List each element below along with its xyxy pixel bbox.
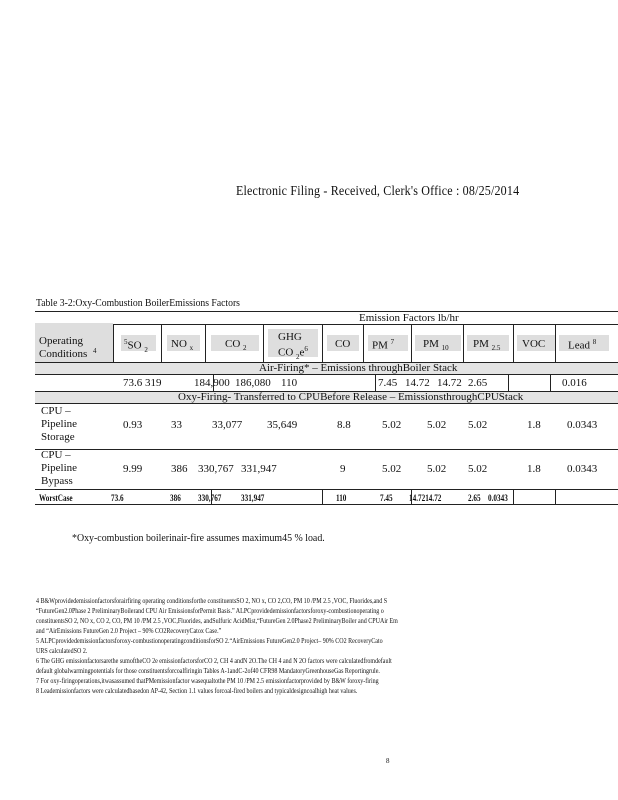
bypass-so2: 9.99 xyxy=(123,463,143,475)
storage-so2: 0.93 xyxy=(123,419,143,431)
storage-voc: 1.8 xyxy=(527,419,541,431)
wc-so2: 73.6 xyxy=(111,493,124,503)
cpu-storage-label: CPU – Pipeline Storage xyxy=(41,405,78,443)
vrule-air-c xyxy=(508,375,509,391)
rule-top xyxy=(35,311,618,312)
vrule-6 xyxy=(363,324,364,362)
storage-co2: 33,077 xyxy=(212,419,243,431)
bypass-voc: 1.8 xyxy=(527,463,541,475)
storage-co: 8.8 xyxy=(337,419,351,431)
table-caption: Table 3-2:Oxy-Combustion BoilerEmissions Factors xyxy=(36,297,240,309)
storage-nox: 33 xyxy=(171,419,182,431)
bypass-co: 9 xyxy=(340,463,346,475)
bypass-co2: 330,767 xyxy=(198,463,234,475)
footnote-line: URS calculatedSO 2. xyxy=(36,647,88,655)
vrule-1 xyxy=(113,324,114,362)
bypass-nox: 386 xyxy=(171,463,188,475)
oxy-note: *Oxy-combustion boilerinair-fire assumes maximum45 % load. xyxy=(72,532,325,544)
cpu-bypass-label: CPU – Pipeline Bypass xyxy=(41,449,78,487)
nox-header: NO $_x$ xyxy=(171,338,194,353)
air-firing-band: Air-Firing* – Emissions throughBoiler Stack xyxy=(259,362,458,374)
storage-pm10: 5.02 xyxy=(427,419,447,431)
rule-group xyxy=(113,324,618,325)
storage-pm: 5.02 xyxy=(382,419,402,431)
footnote-line: and “AirEmissions FutureGen 2.0 Project – 90% CO2RecoveryCatox Case.” xyxy=(36,627,222,635)
storage-ghg: 35,649 xyxy=(267,419,298,431)
rule-storage xyxy=(35,449,618,450)
page-number: 8 xyxy=(386,757,390,765)
wc-nox: 386 xyxy=(170,493,181,503)
bypass-pm25: 5.02 xyxy=(468,463,488,475)
bypass-pm: 5.02 xyxy=(382,463,402,475)
pm-header: PM $^7$ xyxy=(372,338,395,352)
footnote-line: 6 The GHG emissionfactorsarethe sumoftheCO 2e emissionfactorsforCO 2, CH 4 andN 2O.The CH 4 and N 2O factors were calculatedfromdefault xyxy=(36,657,392,665)
air-voc: 2.65 xyxy=(468,377,488,389)
bypass-lead: 0.0343 xyxy=(567,463,598,475)
vrule-wc-b xyxy=(322,490,323,504)
vrule-5 xyxy=(322,324,323,362)
air-co2: 184,900 xyxy=(194,377,230,389)
voc-header: VOC xyxy=(522,338,546,350)
oxy-firing-band: Oxy-Firing- Transferred to CPUBefore Release – EmissionsthroughCPUStack xyxy=(178,391,524,403)
filing-stamp: Electronic Filing - Received, Clerk's Office : 08/25/2014 xyxy=(236,184,520,199)
footnote-line: 5 ALPCprovidedemissionfactorsforoxy-combustionoperatingconditionsforSO 2.“AirEmissions FutureGen2.0 Project– 90% CO2 RecoveryCato xyxy=(36,637,383,645)
footnote-line: 4 B&Wprovidedemissionfactorsforairfiring operating conditionsforthe constituentsSO 2, NO x, CO 2,CO, PM 10 /PM 2.5 ,VOC, Fluorides,and S xyxy=(36,597,388,605)
footnote-line: default globalwarmingpotentials for those constituentsforcoalfiringin Tables A-1andC-2of40 CFR98 MandatoryGreenhouseGas Reportingrule. xyxy=(36,667,380,675)
emissions-table xyxy=(35,311,618,505)
operating-sup: 4 xyxy=(93,347,97,355)
footnote-line: 7 For oxy-firingoperations,itwasassumed thatPMemissionfactor wasequaltothe PM 10 /PM 2.5 emissionfactorprovided by B&W foroxy-firing xyxy=(36,677,379,685)
vrule-3 xyxy=(205,324,206,362)
rule-oxy-band xyxy=(35,403,618,404)
vrule-2 xyxy=(161,324,162,362)
wc-lead: 0.0343 xyxy=(488,493,508,503)
footnote-line: “FutureGen2.0Phase 2 PreliminaryBoilerand CPU Air EmissionsforPermit Basis.” ALPCprovidedemissionfactorsforoxy-combustionoperating o xyxy=(36,607,384,615)
so2-header: $^5$SO $_2$ xyxy=(124,338,148,354)
wc-ghg: 331,947 xyxy=(241,493,265,503)
vrule-8 xyxy=(463,324,464,362)
air-lead: 0.016 xyxy=(562,377,587,389)
ghg-header: GHG CO $_2e^6$ xyxy=(278,331,308,361)
vrule-4 xyxy=(263,324,264,362)
wc-pm10-pm25: 14.7214.72 xyxy=(409,493,442,503)
rule-bottom xyxy=(35,504,618,505)
pm10-header: PM $_{10}$ xyxy=(423,338,449,353)
rule-air-band xyxy=(35,374,618,375)
group-header: Emission Factors lb/hr xyxy=(359,312,459,324)
wc-pm: 7.45 xyxy=(380,493,393,503)
air-co: 110 xyxy=(281,377,298,389)
vrule-7 xyxy=(411,324,412,362)
bypass-pm10: 5.02 xyxy=(427,463,447,475)
vrule-wc-d xyxy=(513,490,514,504)
footnote-line: constituentsSO 2, NO x, CO 2, CO, PM 10 /PM 2.5 ,VOC,Fluorides, andSulfuric AcidMist,“FutureGen 2.0Phase2 PreliminaryBoiler and CPUAir Em xyxy=(36,617,398,625)
wc-co2: 330,767 xyxy=(198,493,222,503)
air-so2-nox: 73.6 319 xyxy=(123,377,162,389)
air-ghg: 186,080 xyxy=(235,377,271,389)
operating-conditions-header: Operating Conditions xyxy=(39,335,88,360)
vrule-wc-e xyxy=(555,490,556,504)
air-pm25: 14.72 xyxy=(437,377,462,389)
lead-header: Lead $^8$ xyxy=(568,338,597,352)
wc-co: 110 xyxy=(336,493,347,503)
footnote-line: 8 Leademissionfactors were calculatedbasedon AP-42, Section 1.1 values forcoal-fired boilers and typicaldesigncoalhigh heat values. xyxy=(36,687,358,695)
rule-bypass xyxy=(35,489,618,490)
co-header: CO xyxy=(335,338,351,350)
air-pm: 7.45 xyxy=(378,377,398,389)
air-pm10: 14.72 xyxy=(405,377,430,389)
vrule-9 xyxy=(513,324,514,362)
pm25-header: PM $_{2.5}$ xyxy=(473,338,501,353)
wc-voc: 2.65 xyxy=(468,493,481,503)
vrule-air-b xyxy=(375,375,376,391)
vrule-air-d xyxy=(550,375,551,391)
bypass-ghg: 331,947 xyxy=(241,463,277,475)
vrule-10 xyxy=(555,324,556,362)
co2-header: CO $_2$ xyxy=(225,338,247,353)
worst-case-label: WorstCase xyxy=(39,493,73,503)
storage-pm25: 5.02 xyxy=(468,419,488,431)
storage-lead: 0.0343 xyxy=(567,419,598,431)
